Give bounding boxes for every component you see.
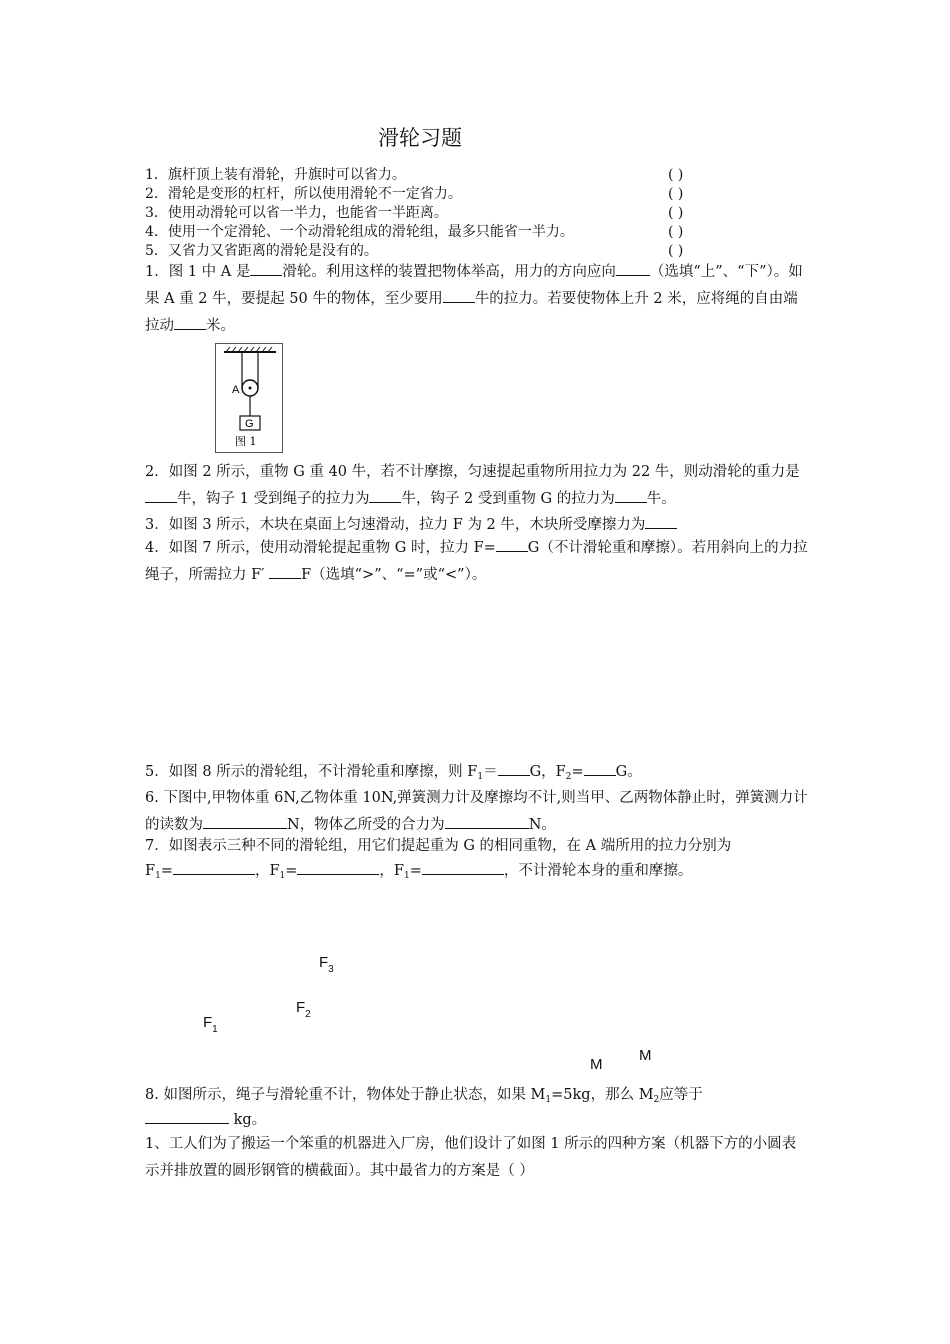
tf-answer-3: ( ): [668, 205, 684, 221]
q5-text-c: G，F: [529, 764, 566, 780]
question-5: [145, 761, 642, 788]
fig7-f3-letter: F: [319, 954, 329, 971]
q7-blank-2[interactable]: [297, 860, 379, 875]
fig7-label-f1: [203, 1014, 218, 1035]
q7-eq-1: =: [160, 863, 173, 879]
tf-item-2: 2．滑轮是变形的杠杆，所以使用滑轮不一定省力。: [145, 186, 462, 202]
fig7-f1-sub: 1: [212, 1024, 218, 1035]
fig7-label-f3: [319, 954, 334, 975]
q4-text-a: 4．如图 7 所示，使用动滑轮提起重物 G 时，拉力 F=: [145, 540, 496, 556]
q7-text-tail: ，不计滑轮本身的重和摩擦。: [503, 863, 693, 879]
question-6: [145, 785, 810, 839]
q6-text-b: N，物体乙所受的合力为: [287, 817, 445, 833]
q1-text-a: 1．图 1 中 A 是: [145, 264, 251, 280]
question-8-line-2: [145, 1109, 266, 1131]
q7-sep-1: ，: [254, 863, 270, 879]
q8-text-a: 8. 如图所示，绳子与滑轮重不计，物体处于静止状态，如果 M: [145, 1087, 546, 1103]
q1-text-d: 牛的拉力。若要使物体上升 2 米，应将绳的自由端拉动: [145, 291, 798, 334]
q5-sub-2: 2: [565, 772, 572, 782]
q4-blank-1[interactable]: [496, 537, 528, 552]
q5-sub-1: 1: [477, 772, 484, 782]
fig7-f2-sub: 2: [305, 1009, 311, 1020]
fig7-f2-letter: F: [296, 999, 306, 1016]
tf-item-3: 3．使用动滑轮可以省一半力，也能省一半距离。: [145, 205, 448, 221]
question-1: [145, 259, 810, 340]
page-title: 滑轮习题: [378, 126, 462, 150]
tf-item-4: 4．使用一个定滑轮、一个动滑轮组成的滑轮组，最多只能省一半力。: [145, 224, 574, 240]
q1-blank-4[interactable]: [174, 315, 206, 330]
question-2: [145, 459, 810, 513]
tf-answer-2: ( ): [668, 186, 684, 202]
question-machine: 1、工人们为了搬运一个笨重的机器进入厂房，他们设计了如图 1 所示的四种方案（机器下方的小圆表示并排放置的圆形钢管的横截面）。其中最省力的方案是（ ）: [145, 1136, 797, 1179]
q5-text-a: 5．如图 8 所示的滑轮组，不计滑轮重和摩擦，则 F: [145, 764, 478, 780]
fig8-label-m2: M: [639, 1047, 652, 1064]
q1-blank-2[interactable]: [616, 261, 650, 276]
q8-text-d: kg。: [229, 1112, 267, 1128]
q4-text-c: F（选填“>”、“=”或“<”）。: [301, 567, 487, 583]
q2-text-d: 牛。: [646, 491, 676, 507]
q8-text-c: 应等于: [659, 1087, 703, 1103]
question-4: [145, 535, 810, 589]
fig8-label-m1: M: [590, 1056, 603, 1073]
q5-text-b: ＝: [483, 764, 498, 780]
question-7-line-1: 7．如图表示三种不同的滑轮组，用它们提起重为 G 的相同重物，在 A 端所用的拉力分别为: [145, 838, 732, 854]
q1-blank-3[interactable]: [443, 288, 475, 303]
q8-sub-2: 2: [653, 1095, 660, 1105]
tf-item-1: 1．旗杆顶上装有滑轮，升旗时可以省力。: [145, 167, 406, 183]
fig1-caption: 图 1: [235, 435, 257, 448]
q6-blank-2[interactable]: [445, 814, 529, 829]
q2-text-a: 2．如图 2 所示，重物 G 重 40 牛，若不计摩擦，匀速提起重物所用拉力为 22 牛，则动滑轮的重力是: [145, 464, 800, 480]
q2-text-c: 牛，钩子 2 受到重物 G 的拉力为: [401, 491, 615, 507]
q1-blank-1[interactable]: [250, 261, 282, 276]
fig1-label-a: A: [232, 384, 240, 396]
q1-text-e: 米。: [206, 318, 235, 334]
q7-sep-2: ，: [379, 863, 394, 879]
fig1-label-g: G: [245, 418, 254, 430]
q5-blank-2[interactable]: [584, 761, 616, 776]
q6-text-a: 6. 下图中,甲物体重 6N,乙物体重 10N,弹簧测力计及摩擦均不计,则当甲、乙两物体静止时，弹簧测力计的读数为: [145, 790, 808, 833]
q2-blank-1[interactable]: [145, 488, 177, 503]
fig7-f1-letter: F: [203, 1014, 213, 1031]
tf-answer-4: ( ): [668, 224, 684, 240]
q7-f-1: F: [145, 863, 156, 879]
fig7-label-f2: [296, 999, 311, 1020]
question-8-line-1: [145, 1084, 703, 1111]
q8-text-b: =5kg，那么 M: [551, 1087, 654, 1103]
q8-sub-1: 1: [545, 1095, 552, 1105]
q8-blank-1[interactable]: [145, 1109, 229, 1124]
tf-answer-1: ( ): [668, 167, 684, 183]
q3-blank-1[interactable]: [645, 514, 677, 529]
q4-blank-2[interactable]: [269, 564, 301, 579]
q7-blank-1[interactable]: [173, 860, 255, 875]
q7-f-2: F: [269, 863, 280, 879]
q2-blank-2[interactable]: [369, 488, 401, 503]
q5-text-d: =: [571, 764, 584, 780]
q2-text-b: 牛，钩子 1 受到绳子的拉力为: [177, 491, 370, 507]
q2-blank-3[interactable]: [615, 488, 647, 503]
q7-sub-2: 1: [279, 871, 286, 881]
q1-text-c: （选填“上”、“下”）。如果 A 重 2 牛，要提起 50 牛的物体，至少要用: [145, 264, 803, 307]
q7-sub-3: 1: [403, 871, 410, 881]
pulley-diagram-svg: [216, 344, 282, 452]
fig7-f3-sub: 3: [328, 964, 334, 975]
q7-f-3: F: [393, 863, 404, 879]
q7-sub-1: 1: [155, 871, 161, 881]
q3-text-a: 3．如图 3 所示，木块在桌面上匀速滑动，拉力 F 为 2 牛，木块所受摩擦力为: [145, 517, 646, 533]
q1-text-b: 滑轮。利用这样的装置把物体举高，用力的方向应向: [282, 264, 616, 280]
q7-eq-2: =: [285, 863, 298, 879]
question-7-line-2: [145, 860, 692, 887]
q6-text-c: N。: [528, 817, 556, 833]
q5-blank-1[interactable]: [498, 761, 530, 776]
figure-1-pulley: [215, 343, 283, 453]
q7-blank-3[interactable]: [422, 860, 504, 875]
q5-text-e: G。: [615, 764, 642, 780]
q4-text-b: G（不计滑轮重和摩擦）。若用斜向上的力拉绳子，所需拉力 F′: [145, 540, 808, 583]
tf-answer-5: ( ): [668, 243, 684, 259]
q6-blank-1[interactable]: [203, 814, 287, 829]
q7-eq-3: =: [409, 863, 422, 879]
tf-item-5: 5．又省力又省距离的滑轮是没有的。: [145, 243, 378, 259]
